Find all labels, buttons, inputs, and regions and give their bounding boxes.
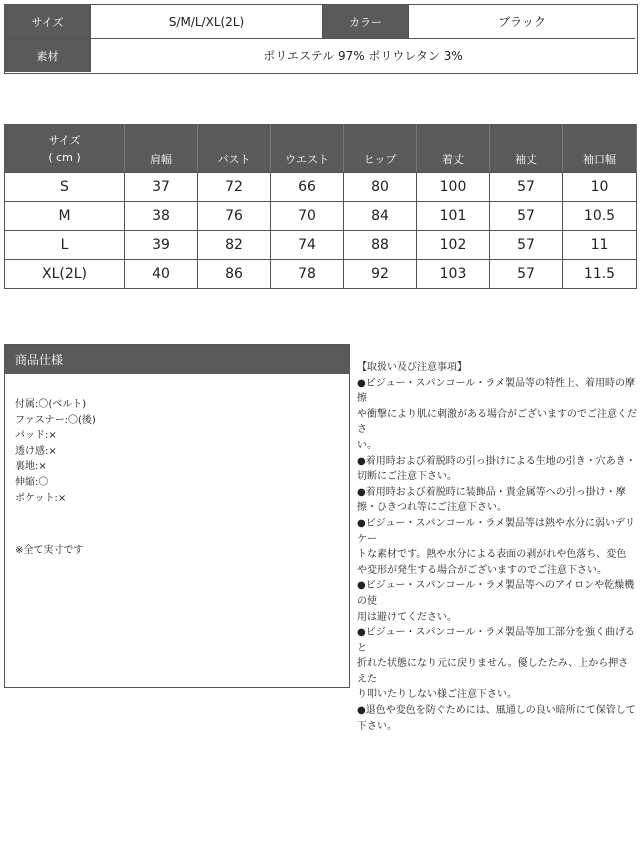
table-cell: 84 — [344, 202, 417, 231]
column-header: 袖口幅 — [563, 125, 637, 173]
size-header-label: サイズ — [48, 133, 81, 147]
column-header: バスト — [198, 125, 271, 173]
spec-item: 伸縮:〇 — [15, 476, 49, 488]
product-spec-box — [4, 344, 350, 688]
care-line: い。 — [357, 439, 377, 451]
table-cell: 76 — [198, 202, 271, 231]
table-cell: 37 — [125, 173, 198, 202]
column-header: 肩幅 — [125, 125, 198, 173]
column-header: 袖丈 — [490, 125, 563, 173]
table-cell: 88 — [344, 231, 417, 260]
table-cell: 39 — [125, 231, 198, 260]
table-cell: 102 — [417, 231, 490, 260]
spec-item: ポケット:× — [15, 492, 67, 504]
material-value: ポリエステル 97% ポリウレタン 3% — [263, 49, 463, 63]
row-size: M — [5, 202, 125, 231]
care-line: や衝撃により肌に刺激がある場合がございますのでご注意くださ — [357, 408, 637, 436]
care-line: ●着用時および着脱時に装飾品・貴金属等への引っ掛け・摩 — [357, 486, 626, 498]
size-table-header — [5, 125, 637, 173]
row-size: XL(2L) — [5, 260, 125, 289]
care-line: や変形が発生する場合がございますのでご注意下さい。 — [357, 564, 607, 576]
table-cell: 86 — [198, 260, 271, 289]
table-cell: 57 — [490, 202, 563, 231]
spec-list — [15, 397, 96, 506]
table-cell: 11 — [563, 231, 637, 260]
care-line: ●ビジュー・スパンコール・ラメ製品等の特性上、着用時の摩擦 — [357, 377, 636, 405]
care-line: 下さい。 — [357, 720, 397, 732]
spec-note: ※全て実寸です — [15, 545, 84, 556]
care-heading: 【取扱い及び注意事項】 — [357, 362, 467, 373]
table-cell: 101 — [417, 202, 490, 231]
table-cell: 70 — [271, 202, 344, 231]
table-cell: 78 — [271, 260, 344, 289]
table-cell: 80 — [344, 173, 417, 202]
table-cell: 100 — [417, 173, 490, 202]
spec-item: 付属:〇(ベルト) — [15, 399, 87, 410]
spec-item: パッド:× — [15, 430, 57, 442]
column-header: ウエスト — [271, 125, 344, 173]
care-line: 用は避けてください。 — [357, 611, 457, 623]
spec-item: ファスナー:〇(後) — [15, 414, 96, 426]
table-cell: 66 — [271, 173, 344, 202]
care-notes — [357, 360, 637, 734]
table-cell: 57 — [490, 231, 563, 260]
care-line: 折れた状態になり元に戻りません。優したたみ、上から押さえた — [357, 658, 629, 685]
column-header: ヒップ — [344, 125, 417, 173]
care-line: ●ビジュー・スパンコール・ラメ製品等加工部分を強く曲げると — [357, 627, 636, 654]
table-cell: 38 — [125, 202, 198, 231]
table-cell: 103 — [417, 260, 490, 289]
table-row — [5, 231, 637, 260]
table-cell: 10.5 — [563, 202, 637, 231]
table-cell: 57 — [490, 173, 563, 202]
spec-item: 裏地:× — [15, 461, 47, 473]
table-cell: 11.5 — [563, 260, 637, 289]
table-row — [5, 173, 637, 202]
table-cell: 74 — [271, 231, 344, 260]
care-line: 切断にご注意下さい。 — [357, 471, 457, 483]
color-label: カラー — [323, 5, 409, 39]
table-row — [5, 202, 637, 231]
table-cell: 40 — [125, 260, 198, 289]
size-value: S/M/L/XL(2L) — [91, 5, 323, 39]
row-size: S — [5, 173, 125, 202]
spec-title: 商品仕様 — [5, 345, 349, 374]
spec-item: 透け感:× — [15, 445, 57, 457]
column-header: 着丈 — [417, 125, 490, 173]
care-line: ●退色や変色を防ぐためには、風通しの良い暗所にて保管して — [357, 705, 636, 717]
material-label: 素材 — [5, 39, 91, 72]
table-cell: 72 — [198, 173, 271, 202]
size-table — [4, 124, 637, 289]
size-label: サイズ — [5, 5, 91, 39]
table-cell: 57 — [490, 260, 563, 289]
table-row — [5, 260, 637, 289]
care-line: ●着用時および着脱時の引っ掛けによる生地の引き・穴あき・ — [357, 455, 636, 467]
table-cell: 92 — [344, 260, 417, 289]
table-cell: 82 — [198, 231, 271, 260]
care-line: ●ビジュー・スパンコール・ラメ製品等へのアイロンや乾燥機の使 — [357, 580, 635, 607]
care-line: 擦・ひきつれ等にご注意下さい。 — [357, 502, 507, 514]
product-info-table — [4, 4, 638, 74]
color-value: ブラック — [409, 5, 635, 39]
row-size: L — [5, 231, 125, 260]
care-line: り叩いたりしない様ご注意下さい。 — [357, 689, 517, 701]
size-header — [5, 125, 125, 173]
care-line: ●ビジュー・スパンコール・ラメ製品等は熱や水分に弱いデリケー — [357, 517, 636, 545]
care-line: トな素材です。熱や水分による表面の剥がれや色落ち、変色 — [357, 549, 627, 561]
table-cell: 10 — [563, 173, 637, 202]
size-header-unit: ( cm ) — [48, 150, 81, 164]
